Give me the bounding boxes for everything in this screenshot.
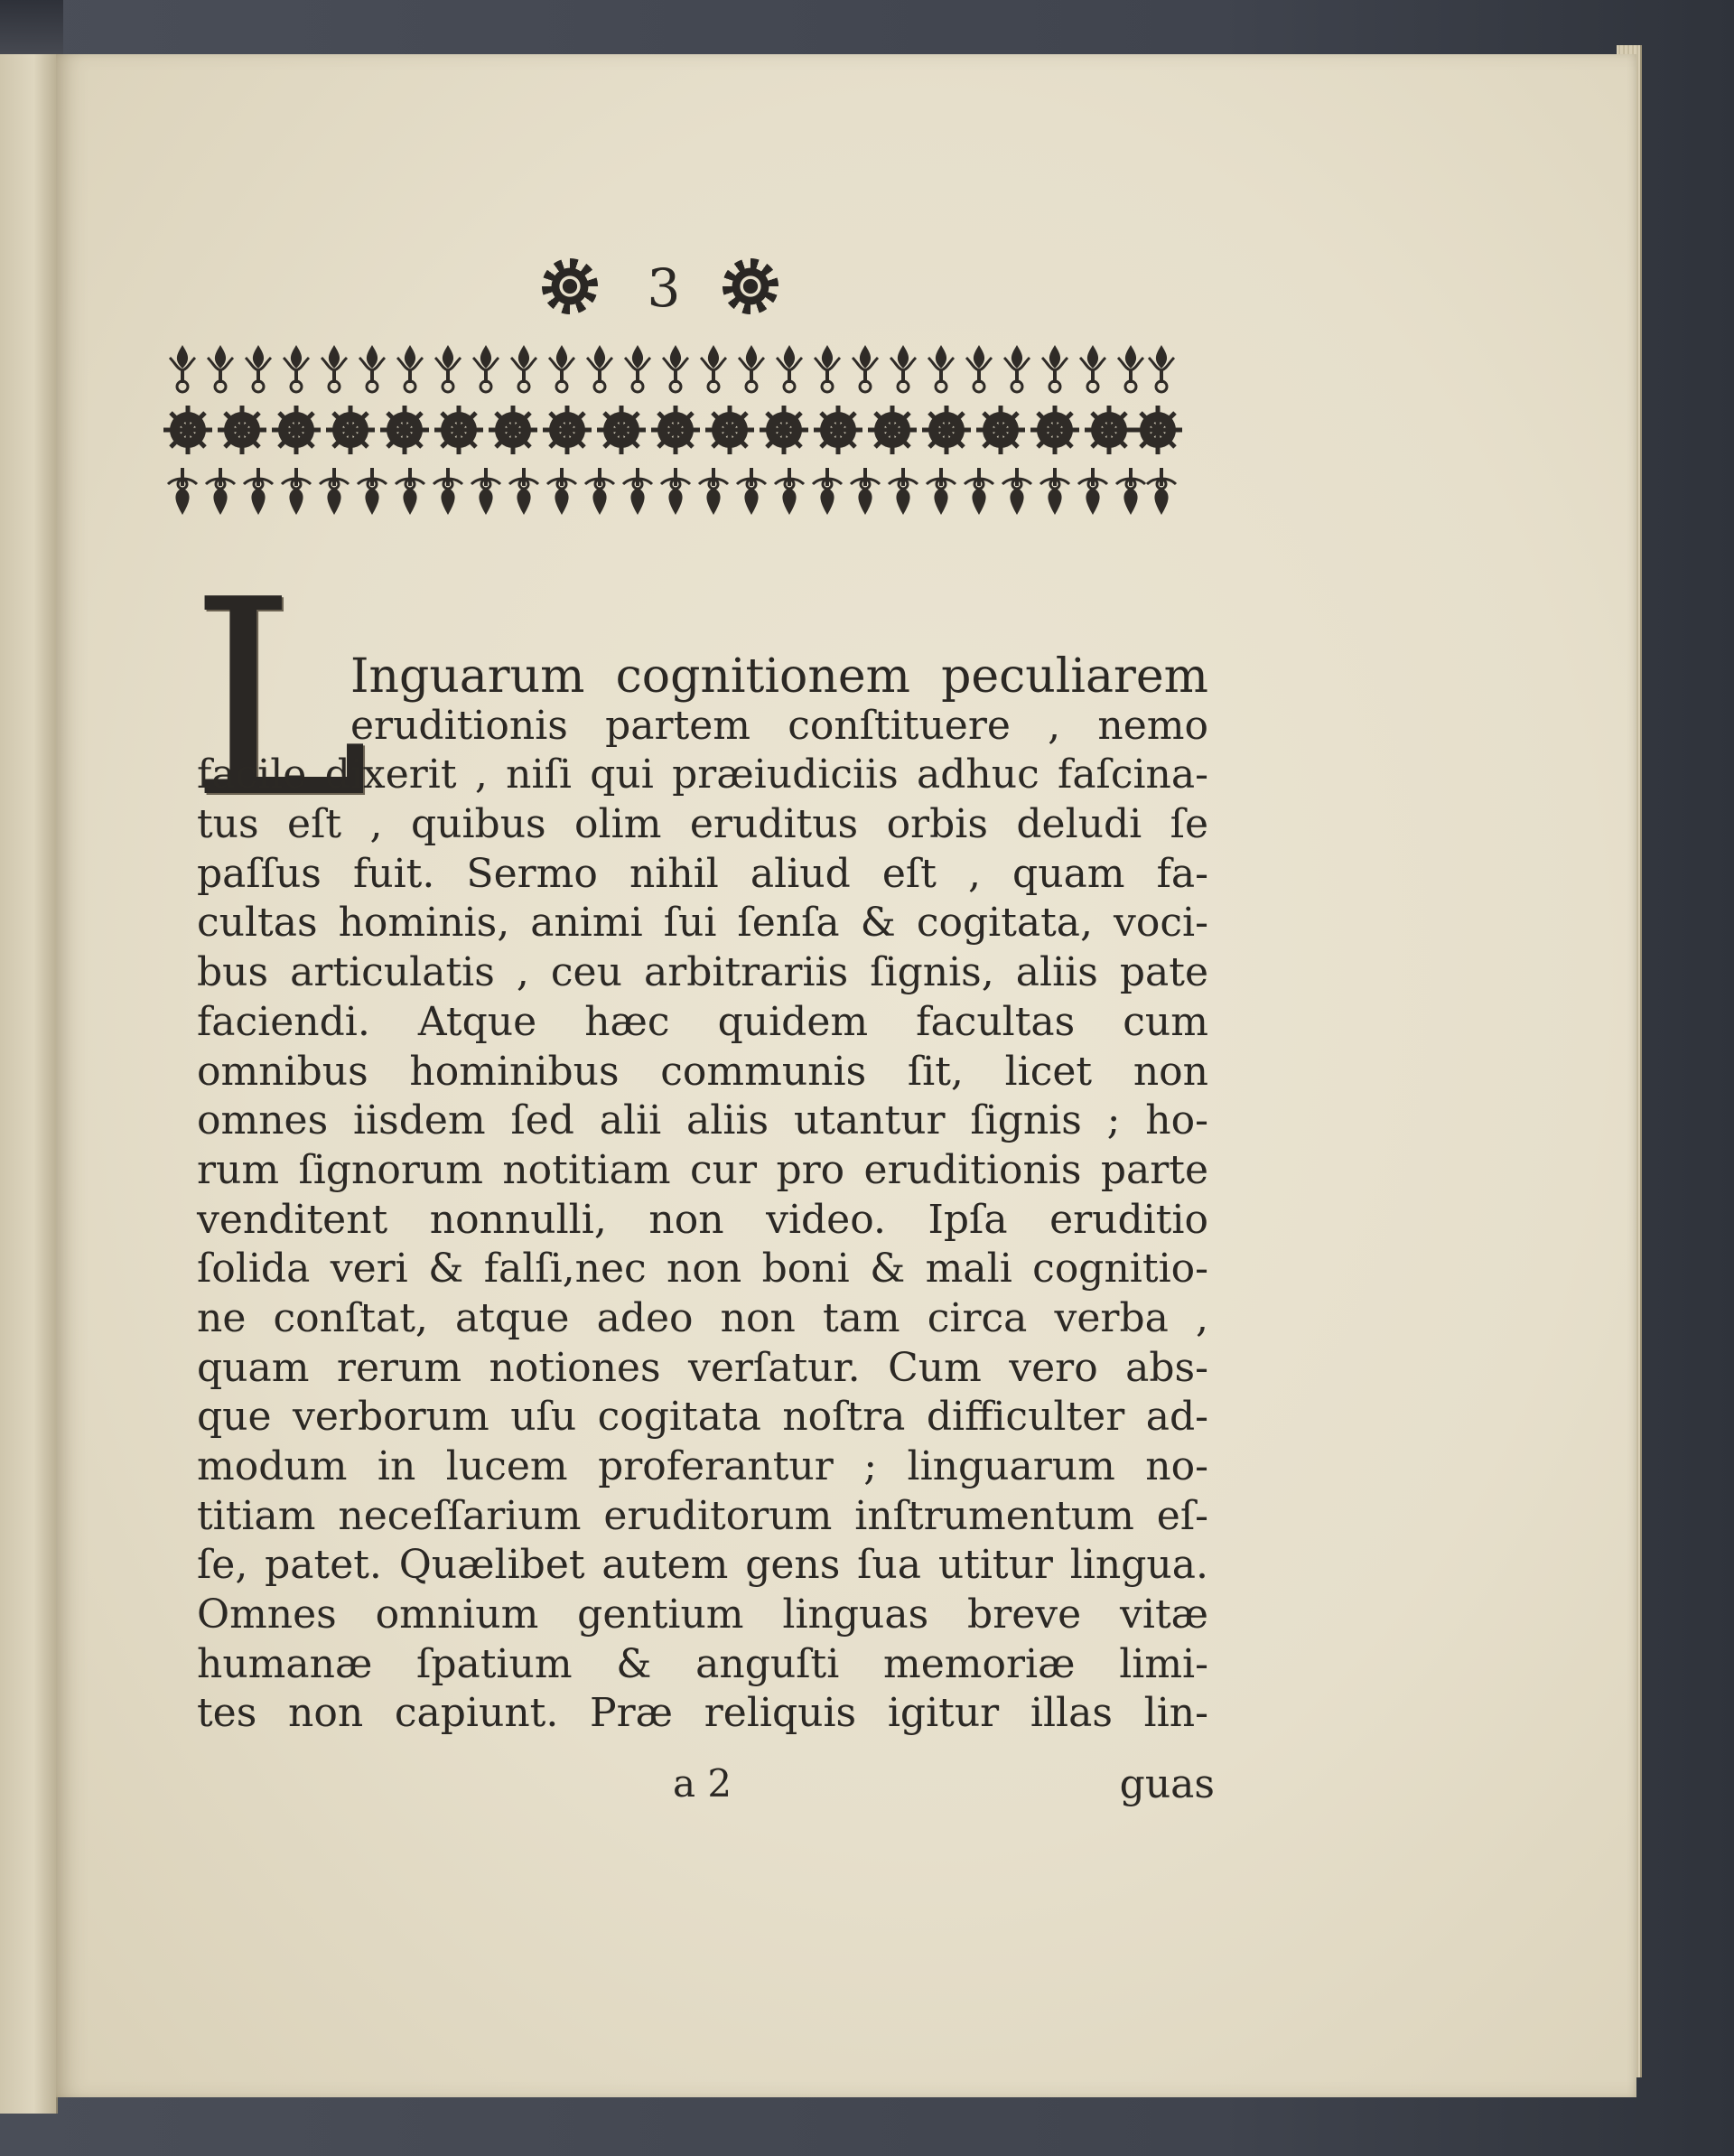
text-line: omnes iisdem ſed alii aliis utantur ſignis ; ho- [197, 1097, 1208, 1144]
text-line: omnibus hominibus communis ſit, licet non [197, 1048, 1208, 1095]
page-number: 3 [647, 257, 681, 319]
text-line: humanæ ſpatium & anguſti memoriæ limi- [197, 1640, 1208, 1687]
text-line: Omnes omnium gentium linguas breve vitæ [197, 1591, 1208, 1638]
rosette-ornament-left [542, 258, 598, 314]
ornament-pattern [161, 329, 1183, 526]
text-line: bus articulatis , ceu arbitrariis ſignis, aliis pate [197, 949, 1208, 996]
text-line: modum in lucem proferantur ; linguarum no- [197, 1443, 1208, 1489]
text-line: tus eſt , quibus olim eruditus orbis deludi ſe [197, 801, 1208, 848]
text-line: cultas hominis, animi ſui ſenſa & cogitata, voci- [197, 900, 1208, 947]
text-line: ſe, patet. Quælibet autem gens ſua utitur lingua. [197, 1542, 1208, 1589]
text-line: venditent nonnulli, non video. Ipſa eruditio [197, 1196, 1208, 1243]
text-line: tes non capiunt. Præ reliquis igitur illas lin- [197, 1690, 1208, 1737]
body-text [197, 649, 1208, 1739]
headpiece-ornament [161, 329, 1183, 526]
page-header [542, 258, 831, 322]
text-line: Inguarum cognitionem peculiarem [350, 649, 1208, 704]
signature-mark: a 2 [673, 1761, 732, 1806]
text-line: rum ſignorum notitiam cur pro eruditionis parte [197, 1146, 1208, 1193]
facing-page-edge [0, 54, 58, 2114]
text-line: ne conſtat, atque adeo non tam circa verba , [197, 1294, 1208, 1341]
text-line: titiam neceſſarium eruditorum inſtrumentum eſ- [197, 1492, 1208, 1539]
text-line: eruditionis partem conſtituere , nemo [350, 702, 1208, 749]
text-line: ſolida veri & falſi,nec non boni & mali cognitio- [197, 1246, 1208, 1293]
catchword: guas [1119, 1761, 1215, 1807]
text-line: quam rerum notiones verſatur. Cum vero abs- [197, 1344, 1208, 1391]
text-line: facile dixerit , niſi qui præiudiciis adhuc faſcina- [197, 751, 1208, 798]
rosette-ornament-right [722, 258, 778, 314]
drop-cap-initial: L [190, 542, 370, 857]
text-line: paſſus fuit. Sermo nihil aliud eſt , quam fa- [197, 850, 1208, 897]
text-line: que verborum uſu cogitata noſtra difficulter ad- [197, 1394, 1208, 1441]
text-line: faciendi. Atque hæc quidem facultas cum [197, 998, 1208, 1045]
